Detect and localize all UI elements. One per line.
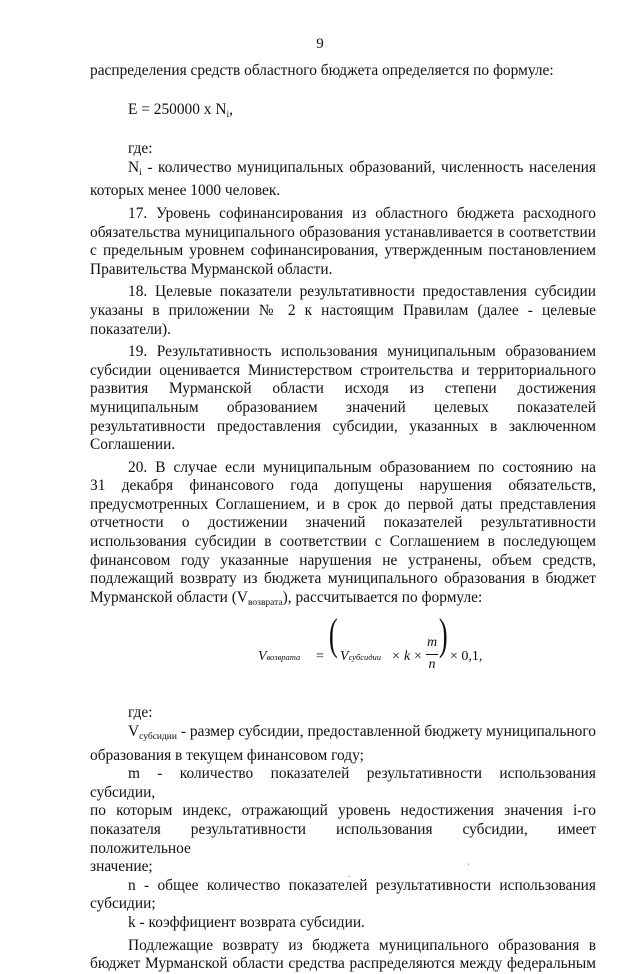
where-label-2: где: bbox=[128, 704, 153, 722]
where-label: где: bbox=[128, 140, 153, 158]
formula-return: Vвозврата = ( Vсубсидии × k × m n ) × 0,1, bbox=[258, 634, 596, 680]
definition-m: m - количество показателей результативности использования субсидии, по которым индекс, отражающий уровень недостижения значения i-го показателя результативности использования субсидии, имеет положительное значение; bbox=[90, 765, 596, 876]
definition-k: k - коэффициент возврата субсидии. bbox=[128, 913, 365, 931]
n-definition-line1: $N_i$ - количество муниципальных образований, численность населения bbox=[128, 158, 596, 178]
document-body bbox=[90, 62, 596, 974]
final-paragraph: Подлежащие возврату из бюджета муниципального образования в бюджет Мурманской области средства распределяются между федеральным bbox=[90, 936, 596, 973]
formula-e: E = 250000 x $N_i$, bbox=[128, 100, 233, 120]
paragraph-18: 18. Целевые показатели результативности предоставления субсидии указаны в приложении № 2 к настоящим Правилам (далее - целевые показатели). bbox=[90, 283, 596, 338]
definition-vsub: $V_{субсидии}$ - размер субсидии, предоставленной бюджету муниципального образования в текущем финансовом году; bbox=[90, 723, 596, 764]
intro-line: распределения средств областного бюджета определяется по формуле: bbox=[90, 62, 554, 79]
n-definition-line2: которых менее 1000 человек. bbox=[90, 182, 281, 200]
definition-n: n - общее количество показателей результативности использования субсидии; bbox=[90, 876, 596, 913]
document-page: 9 распределения средств областного бюджета определяется по формуле: E = 250000 x $N_i$, где: $N_i$ - количество муниципальных образований, численность населения которых менее 1000 человек. 17. Уровень софинансирования из областного бюджета расходного обязательства муниципального образования устанавливается в соответствии с предельным уровнем софинансирования, утвержденным постановлением Правительства Мурманской области. 18. Целевые показатели результативности предоставления субсидии указаны в приложении № 2 к настоящим Правилам (далее - целевые показатели). 19. Результативность использования муниципальным образованием субсидии оценивается Министерством строительства и территориального развития Мурманской области исходя из степени достижения муниципальным образованием значений целевых показателей результативности предоставления субсидии, указанных в заключенном Соглашении. 20. В случае если муниципальным образованием по состоянию на 31 декабря финансового года допущены нарушения обязательств, предусмотренных Соглашением, и в срок до первой даты представления отчетности о достижении значений показателей результативности использования субсидии в соответствии с Соглашением в последующем финансовом году указанные нарушения не устранены, объем средств, подлежащий возврату из бюджета муниципального образования в бюджет Мурманской области $(V_{возврата})$, рассчитывается по формуле: Vвозврата = ( Vсубсидии × k × m n ) × 0,1, где: $V_{субсидии}$ - размер субсидии, предоставленной бюджету муниципального образования в текущем финансовом году; m - количество показателей результативности использования субсидии, по которым индекс, отражающий уровень недостижения значения i-го показателя результативности использования субсидии, имеет положительное значение; n - общее количество показателей результативности использования субсидии; k - коэффициент возврата субсидии. Подлежащие возврату из бюджета муниципального образования в бюджет Мурманской области средства распределяются между федеральным . ' bbox=[0, 0, 640, 905]
paragraph-19: 19. Результативность использования муниципальным образованием субсидии оценивается Министерством строительства и территориального развития Мурманской области исходя из степени достижения муниципальным образованием значений целевых показателей результативности предоставления субсидии, указанных в заключенном Соглашении. bbox=[90, 343, 596, 454]
page-number: 9 bbox=[316, 36, 324, 52]
paragraph-20: 20. В случае если муниципальным образованием по состоянию на 31 декабря финансового года допущены нарушения обязательств, предусмотренных Соглашением, и в срок до первой даты представления отчетности о достижении значений показателей результативности использования субсидии в соответствии с Соглашением в последующем финансовом году указанные нарушения не устранены, объем средств, подлежащий возврату из бюджета муниципального образования в бюджет Мурманской области $(V_{возврата})$, рассчитывается по формуле: bbox=[90, 458, 596, 608]
fraction-m-over-n: m n bbox=[426, 635, 438, 673]
paragraph-17: 17. Уровень софинансирования из областного бюджета расходного обязательства муниципального образования устанавливается в соответствии с предельным уровнем софинансирования, утвержденным постановлением Правительства Мурманской области. bbox=[90, 204, 596, 278]
